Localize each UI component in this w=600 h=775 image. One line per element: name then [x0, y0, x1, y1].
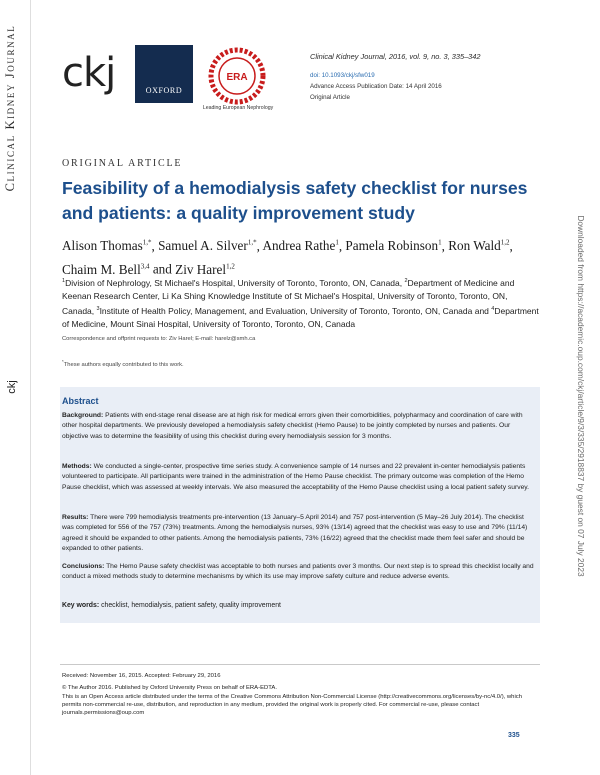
era-edta-logo[interactable]	[202, 43, 272, 113]
left-margin-rule	[30, 0, 31, 775]
affiliations: $^1$Division of Nephrology, St Michael's Hospital, University of Toronto, Toronto, ON, Canada, $^2$Department of Medicine and Keenan Research Center, Li Ka Shing Knowledge Institute of St Michael's Hospital, University of Toronto, Toronto, ON, Canada, $^3$Institute of Health Policy, Management, and Evaluation, University of Toronto, Toronto, ON, Canada and $^4$Department of Medicine, Mount Sinai Hospital, University of Toronto, Toronto, ON, Canada	[62, 277, 539, 329]
ckj-logo[interactable]: ckj	[62, 50, 116, 96]
oxford-logo[interactable]	[135, 45, 193, 103]
author-3[interactable]: Andrea Rathe$^1$	[262, 238, 339, 254]
author-6[interactable]: Chaim M. Bell$^{3,4}$	[62, 261, 150, 277]
journal-citation: Clinical Kidney Journal, 2016, vol. 9, no. 3, 335–342	[310, 52, 481, 61]
side-ckj-logo: ckj	[6, 380, 18, 394]
abstract-methods: Methods: We conducted a single-center, prospective time series study. A convenience sample of 14 nurses and 22 prevalent in-center hemodialysis patients volunteered to participate. All participants were trained in the administration of the Hemo Pause checklist. The primary outcome was completion of the Hemo Pause checklist, which was assessed at weekly intervals. We also measured the acceptability of the Hemo Pause checklist using a local patient safety survey.	[62, 463, 529, 491]
download-note: Downloaded from https://academic.oup.com/ckj/article/9/3/335/2918837 by guest on 07 July 2023	[576, 215, 586, 577]
footer-rule	[60, 664, 540, 665]
author-5[interactable]: Ron Wald$^{1,2}$	[448, 238, 510, 254]
author-7[interactable]: Ziv Harel$^{1,2}$	[175, 261, 235, 277]
correspondence: Correspondence and offprint requests to: Ziv Harel; E-mail: harelz@smh.ca	[62, 336, 256, 342]
abstract-heading: Abstract	[62, 396, 99, 406]
author-4[interactable]: Pamela Robinson$^1$	[345, 238, 442, 254]
author-2[interactable]: Samuel A. Silver$^{1,*}$	[158, 238, 257, 254]
advance-access-date: Advance Access Publication Date: 14 April 2016	[310, 83, 442, 90]
side-journal-name: Clinical Kidney Journal	[3, 24, 17, 192]
era-caption: Leading European Nephrology	[202, 105, 274, 111]
author-list: Alison Thomas$^{1,*}$, Samuel A. Silver$^{1,*}$, Andrea Rathe$^1$, Pamela Robinson$^1$, Ron Wald$^{1,2}$, Chaim M. Bell$^{3,4}$ and Ziv Harel$^{1,2}$	[62, 238, 513, 277]
license-text: This is an Open Access article distributed under the terms of the Creative Commons Attribution Non-Commercial License (http://creativecommons.org/licenses/by-nc/4.0/), which permits non-commercial re-use, distribution, and reproduction in any medium, provided the original work is properly cited. For commercial re-use, please contact journals.permissions@oup.com	[62, 694, 522, 717]
abstract-results: Results: There were 799 hemodialysis treatments pre-intervention (13 January–5 April 2014) and 757 post-intervention (5 May–26 July 2014). The checklist was completed for 556 of the 757 (73%) treatments. Among the hemodialysis nurses, 93% (13/14) agreed that the checklist was easy to use and 79% (11/14) agreed it should be expanded to other patients. Among the hemodialysis patients, 73% (16/22) agreed that the checklist made them feel safer and should be expanded to other patients.	[62, 514, 528, 553]
page-number: 335	[508, 732, 520, 739]
abstract-conclusions: Conclusions: The Hemo Pause safety checklist was acceptable to both nurses and patients over 3 months. Our next step is to spread this checklist locally and conduct a mixed methods study to determine mechanisms by which its use may improve safety culture and reduce adverse events.	[62, 563, 534, 581]
keywords: Key words: checklist, hemodialysis, patient safety, quality improvement	[62, 602, 281, 609]
oxford-logo-text: OXFORD	[145, 86, 183, 95]
equal-contribution-note: *These authors equally contributed to this work.	[62, 359, 184, 368]
section-label: ORIGINAL ARTICLE	[62, 158, 183, 169]
copyright: © The Author 2016. Published by Oxford University Press on behalf of ERA-EDTA.	[62, 685, 277, 691]
author-1[interactable]: Alison Thomas$^{1,*}$	[62, 238, 152, 254]
article-title: Feasibility of a hemodialysis safety checklist for nurses and patients: a quality improvement study	[62, 178, 528, 223]
received-date: Received: November 16, 2015. Accepted: February 29, 2016	[62, 673, 221, 679]
abstract-background: Background: Patients with end-stage renal disease are at high risk for medical errors given their comorbidities, polypharmacy and coordination of care with other hospital departments. We previously developed a hemodialysis safety checklist (Hemo Pause) to be jointly completed by nurses and patients. Our objective was to determine the feasibility of using this checklist during every hemodialysis session for 3 months.	[62, 412, 523, 440]
article-type: Original Article	[310, 94, 350, 101]
doi-link[interactable]: doi: 10.1093/ckj/sfw019	[310, 72, 375, 79]
svg-text:ERA: ERA	[226, 72, 248, 83]
